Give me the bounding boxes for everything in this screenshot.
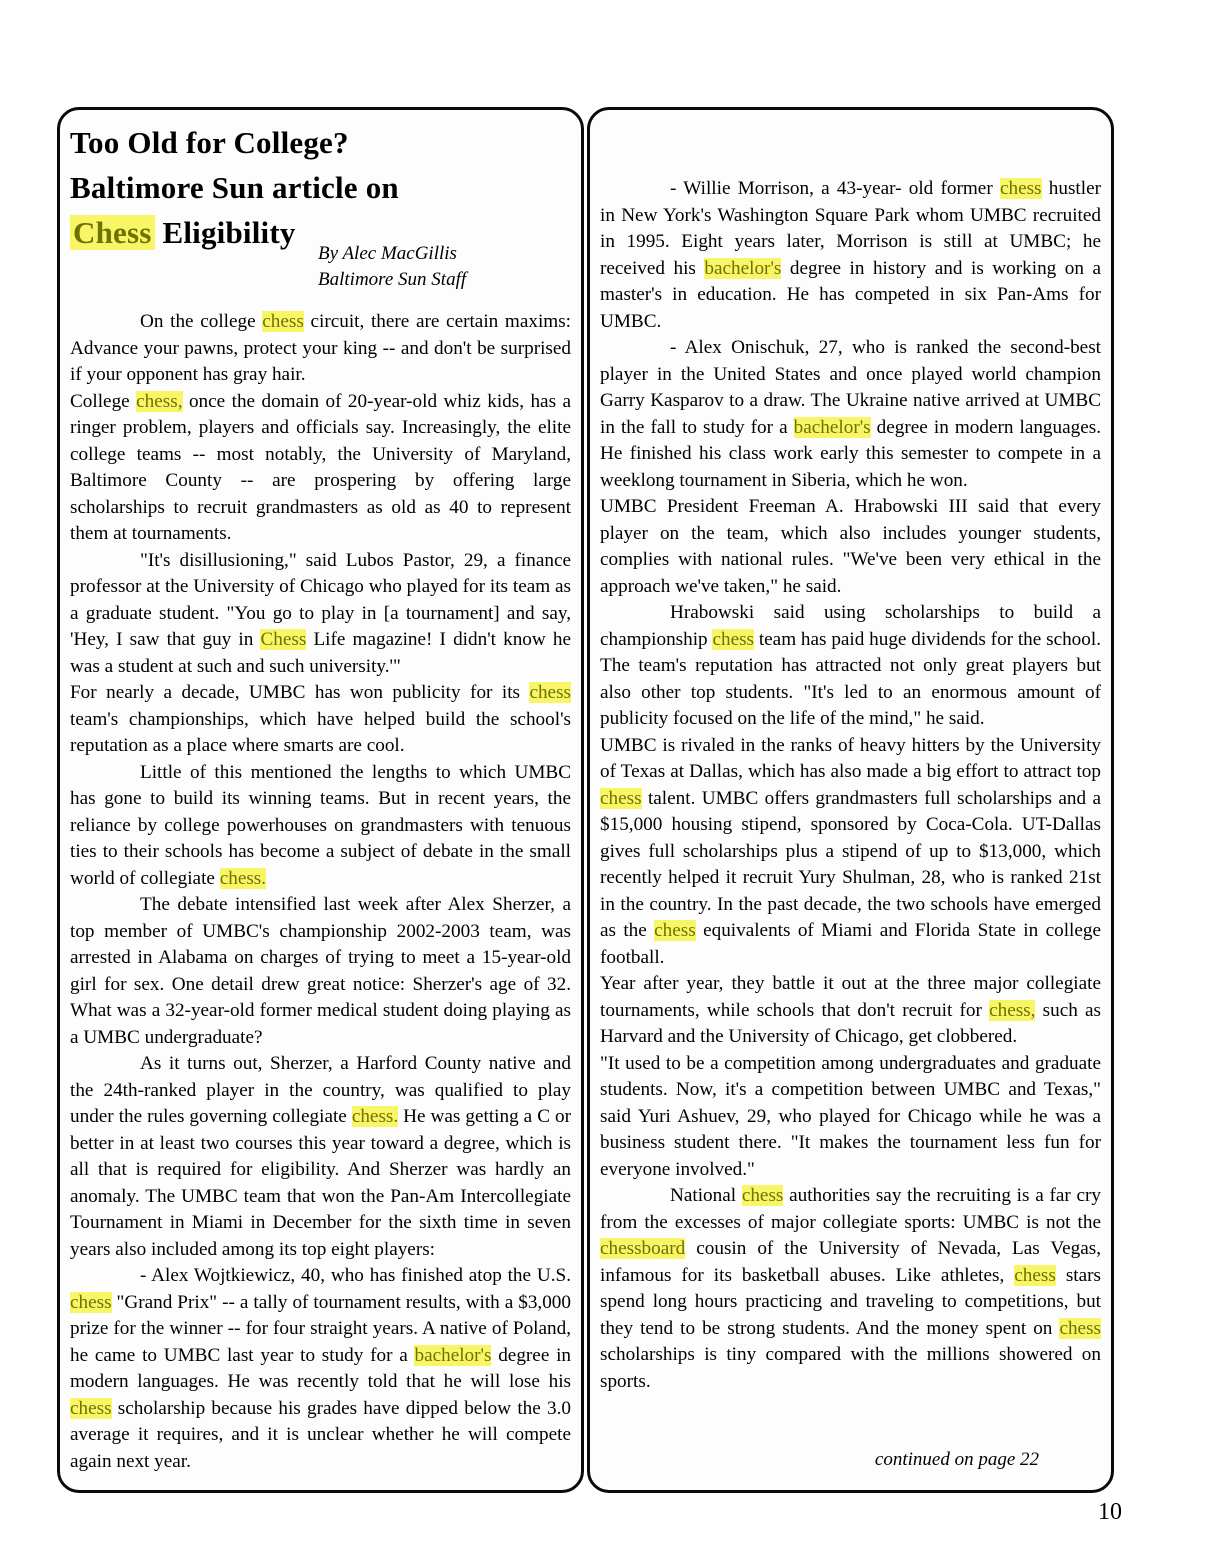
highlighted-term: chess (600, 787, 642, 809)
text-run: For nearly a decade, UMBC has won publicity for its (70, 682, 530, 703)
highlighted-term: bachelor's (414, 1344, 492, 1366)
paragraph (600, 1051, 1101, 1184)
highlighted-term: chess (529, 682, 571, 703)
highlighted-term: Chess (70, 215, 155, 250)
highlighted-term: chess (1014, 1264, 1056, 1286)
paragraph (70, 680, 571, 760)
text-run: - Willie Morrison, a 43-year- old former (670, 178, 1000, 199)
text-run: National (670, 1185, 742, 1206)
paragraph (70, 389, 571, 548)
paragraph (70, 892, 571, 1051)
page-number: 10 (1098, 1499, 1122, 1525)
text-run: team has paid huge dividends for the school. The team's reputation has attracted not only great players but also other top students. "It's led to an enormous amount of publicity focused on the life of the mind," he said. (600, 628, 1101, 729)
highlighted-term: Chess (260, 629, 307, 650)
title-line (70, 120, 571, 165)
highlighted-term: chess (999, 178, 1042, 199)
text-run: degree in history and is working on a master's in education. He has competed in six Pan-Ams for UMBC. (600, 257, 1101, 332)
text-run: such as Harvard and the University of Chicago, get clobbered. (600, 999, 1102, 1047)
highlighted-term: chess (712, 628, 755, 650)
paragraph (600, 494, 1101, 600)
text-run: authorities say the recruiting is a far cry from the excesses of major collegiate sports: UMBC is not the (600, 1185, 1101, 1233)
text-run: College (70, 390, 137, 412)
text-run: Life magazine! I didn't know he was a student at such and such university.'" (70, 629, 571, 677)
highlighted-term: chess (262, 311, 304, 332)
text-run: hustler in New York's Washington Square Park whom UMBC recruited in 1995. Eight years later, Morrison is still at UMBC; he received his (600, 178, 1101, 279)
highlighted-term: bachelor's (793, 416, 871, 438)
highlighted-term: chess. (219, 867, 267, 889)
highlighted-term: chess (741, 1185, 784, 1206)
byline-author: By Alec MacGillis (318, 243, 457, 264)
text-run: equivalents of Miami and Florida State in college football. (600, 920, 1101, 968)
article-title (70, 120, 571, 255)
highlighted-term: chess (654, 920, 696, 941)
byline (318, 241, 571, 293)
text-run: UMBC is rivaled in the ranks of heavy hitters by the University of Texas at Dallas, which has also made a big effort to attract top (600, 734, 1101, 782)
left-column-content (60, 110, 581, 1475)
title-line (70, 165, 571, 210)
text-run: team's championships, which have helped build the school's reputation as a place where smarts are cool. (70, 708, 571, 756)
paragraph (600, 1183, 1101, 1395)
text-run: Year after year, they battle it out at the three major collegiate tournaments, while schools that don't recruit for (600, 973, 1101, 1021)
text-run: degree in modern languages. He finished his class work early this semester to compete in a weeklong tournament in Siberia, which he won. (600, 416, 1102, 491)
right-column-paragraphs (600, 176, 1101, 1395)
text-run: On the college (140, 311, 263, 332)
highlighted-term: chess (70, 1397, 112, 1419)
text-run: Baltimore Sun article on (70, 170, 399, 205)
text-run: stars spend long hours practicing and traveling to competitions, but they tend to be strong students. And the money spent on (600, 1264, 1102, 1339)
byline-organization: Baltimore Sun Staff (318, 269, 467, 290)
text-run: Little of this mentioned the lengths to which UMBC has gone to build its winning teams. But in recent years, the reliance by college powerhouses on grandmasters with tenuous ties to their schools has become a subject of debate in the small world of collegiate (70, 761, 571, 889)
paragraph (70, 1263, 571, 1475)
text-run: - Alex Onischuk, 27, who is ranked the second-best player in the United States and once played world champion Garry Kasparov to a draw. The Ukraine native arrived at UMBC in the fall to study for a (600, 337, 1101, 438)
highlighted-term: chessboard (600, 1238, 686, 1259)
paragraph (70, 309, 571, 389)
highlighted-term: chess, (989, 999, 1036, 1021)
text-run: "Grand Prix" -- a tally of tournament results, with a $3,000 prize for the winner -- for four straight years. A native of Poland, he came to UMBC last year to study for a (70, 1291, 571, 1366)
text-run: scholarship because his grades have dipped below the 3.0 average it requires, and it is unclear whether he will compete again next year. (70, 1397, 571, 1472)
left-column-paragraphs (70, 309, 571, 1475)
text-run: talent. UMBC offers grandmasters full scholarships and a $15,000 housing stipend, sponsored by Coca-Cola. UT-Dallas gives full scholarships plus a stipend of up to $13,000, which recently helped it recruit Yury Shulman, 28, who is ranked 21st in the country. In the past decade, the two schools have emerged as the (600, 787, 1101, 941)
text-run: As it turns out, Sherzer, a Harford County native and the 24th-ranked player in the country, was qualified to play under the rules governing collegiate (70, 1053, 571, 1127)
paragraph (600, 733, 1101, 972)
article-right-column-box (587, 107, 1114, 1493)
text-run: degree in modern languages. He was recently told that he will lose his (70, 1344, 571, 1392)
highlighted-term: bachelor's (704, 257, 782, 279)
text-run: Hrabowski said using scholarships to build a championship (600, 602, 1101, 650)
paragraph (70, 760, 571, 893)
text-run: "It used to be a competition among undergraduates and graduate students. Now, it's a competition between UMBC and Texas," said Yuri Ashuev, 29, who played for Chicago while he was a business student there. "It makes the tournament less fun for everyone involved." (600, 1052, 1101, 1180)
text-run: The debate intensified last week after Alex Sherzer, a top member of UMBC's championship 2002-2003 team, was arrested in Alabama on charges of trying to meet a 15-year-old girl for sex. One detail drew great notice: Sherzer's age of 32. What was a 32-year-old former medical student doing playing as a UMBC undergraduate? (70, 894, 571, 1048)
paragraph (600, 600, 1101, 733)
text-run: He was getting a C or better in at least two courses this year toward a degree, which is all that is required for eligibility. And Sherzer was hardly an anomaly. The UMBC team that won the Pan-Am Intercollegiate Tournament in Miami in December for the sixth time in seven years also included among its top eight players: (70, 1106, 571, 1260)
paragraph (600, 971, 1101, 1051)
highlighted-term: chess. (351, 1106, 399, 1127)
paragraph (70, 1051, 571, 1263)
article-left-column-box (57, 107, 584, 1493)
text-run: "It's disillusioning," said Lubos Pastor, 29, a finance professor at the University of Chicago who played for its team as a graduate student. "You go to play in [a tournament] and say, 'Hey, I saw that guy in (70, 549, 571, 650)
text-run: once the domain of 20-year-old whiz kids, has a ringer problem, players and officials say. Increasingly, the elite college teams -- most notably, the University of Maryland, Baltimore County -- are prospering by offering large scholarships to recruit grandmasters as old as 40 to represent them at tournaments. (70, 390, 571, 544)
text-run: Too Old for College? (70, 125, 349, 160)
text-run: circuit, there are certain maxims: Advance your pawns, protect your king -- and don't be surprised if your opponent has gray hair. (70, 311, 572, 385)
text-run: Eligibility (154, 215, 296, 250)
text-run: scholarships is tiny compared with the millions showered on sports. (600, 1344, 1101, 1392)
paragraph (600, 176, 1101, 335)
right-column-content (590, 110, 1111, 1473)
highlighted-term: chess, (136, 390, 183, 412)
text-run: - Alex Wojtkiewicz, 40, who has finished atop the U.S. (140, 1265, 571, 1286)
text-run: cousin of the University of Nevada, Las Vegas, infamous for its basketball abuses. Like athletes, (600, 1238, 1101, 1286)
paragraph (70, 548, 571, 681)
highlighted-term: chess (1059, 1317, 1101, 1339)
highlighted-term: chess (70, 1291, 112, 1313)
paragraph (600, 335, 1101, 494)
text-run: UMBC President Freeman A. Hrabowski III said that every player on the team, which also includes younger students, complies with national rules. "We've been very ethical in the approach we've taken," he said. (600, 496, 1101, 597)
continued-note: continued on page 22 (874, 1449, 1039, 1470)
